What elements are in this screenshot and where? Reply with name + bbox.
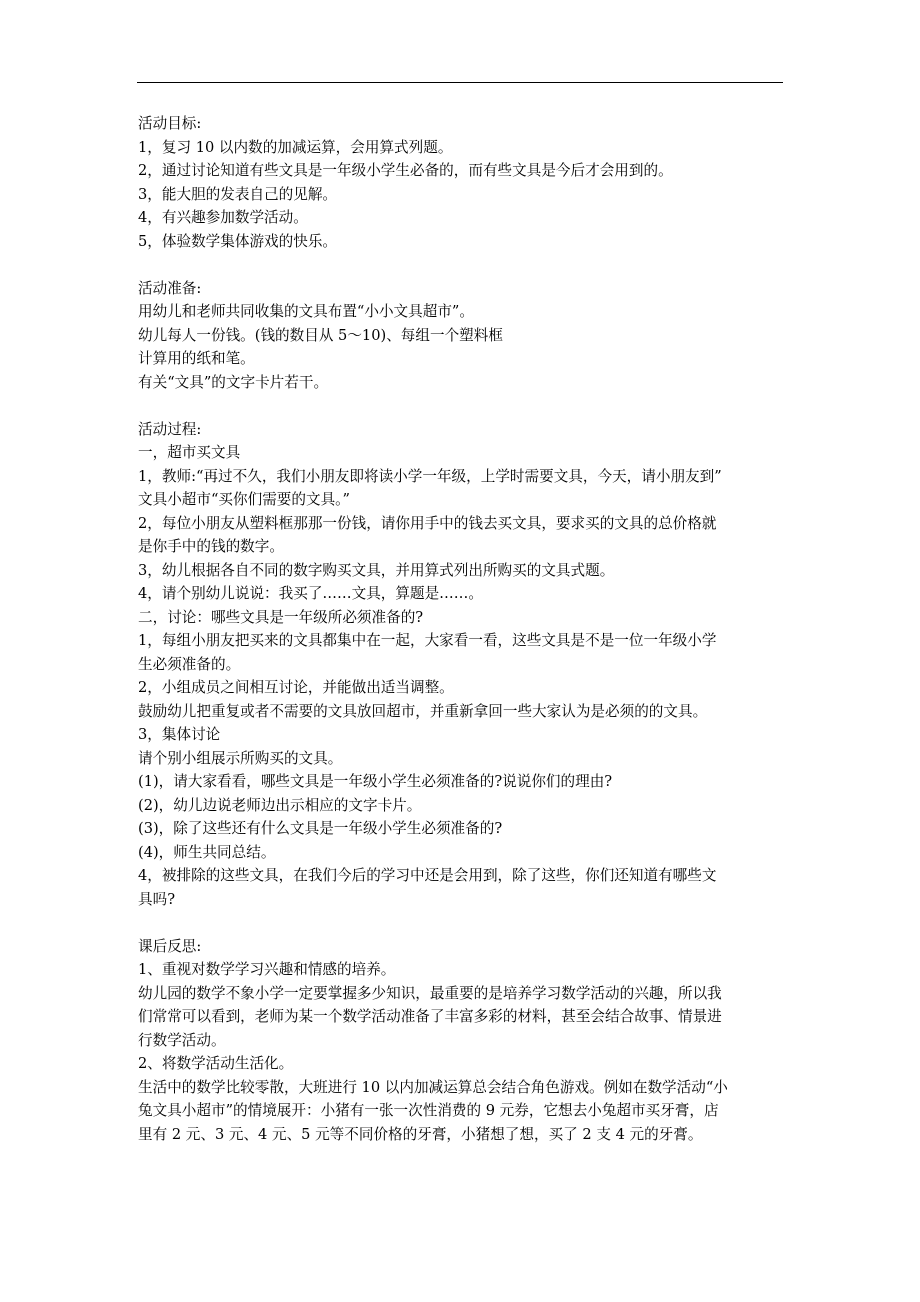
process-heading: 活动过程: — [138, 420, 202, 438]
process-line: 具吗? — [138, 890, 176, 908]
process-line: (3)，除了这些还有什么文具是一年级小学生必须准备的? — [138, 820, 503, 837]
process-line: 3，集体讨论 — [138, 726, 221, 743]
process-line: 鼓励幼儿把重复或者不需要的文具放回超市，并重新拿回一些大家认为是必须的的文具。 — [138, 702, 708, 720]
reflection-line: 里有 2 元、3 元、4 元、5 元等不同价格的牙膏，小猪想了想，买了 2 支 4 元的牙膏。 — [138, 1125, 703, 1143]
reflection-line: 1、重视对数学学习兴趣和情感的培养。 — [138, 961, 396, 978]
process-line: 生必须准备的。 — [138, 655, 241, 673]
process-line: (2)，幼儿边说老师边出示相应的文字卡片。 — [138, 796, 422, 814]
section-gap — [138, 911, 788, 935]
objective-item: 5，体验数学集体游戏的快乐。 — [138, 232, 338, 250]
process-line: 请个别小组展示所购买的文具。 — [138, 749, 343, 767]
process-line: 是你手中的钱的数字。 — [138, 538, 284, 555]
objective-item: 3，能大胆的发表自己的见解。 — [138, 185, 338, 203]
objectives-section — [138, 112, 788, 253]
preparation-heading: 活动准备: — [138, 279, 202, 297]
process-line: 4，被排除的这些文具，在我们今后的学习中还是会用到，除了这些，你们还知道有哪些文 — [138, 867, 717, 884]
objectives-heading: 活动目标: — [138, 115, 202, 132]
header-rule — [137, 82, 783, 83]
reflection-section — [138, 935, 788, 1147]
section-gap — [138, 253, 788, 277]
reflection-heading: 课后反思: — [138, 937, 202, 955]
reflection-line: 们常常可以看到，老师为某一个数学活动准备了丰富多彩的材料，甚至会结合故事、情景进 — [138, 1008, 722, 1025]
process-line: 3，幼儿根据各自不同的数字购买文具，并用算式列出所购买的文具式题。 — [138, 561, 615, 579]
section-gap — [138, 394, 788, 418]
reflection-line: 2、将数学活动生活化。 — [138, 1055, 294, 1072]
preparation-item: 计算用的纸和笔。 — [138, 350, 255, 367]
process-line: 1，每组小朋友把买来的文具都集中在一起，大家看一看，这些文具是不是一位一年级小学 — [138, 632, 717, 649]
reflection-line: 兔文具小超市”的情境展开：小猪有一张一次性消费的 9 元券，它想去小兔超市买牙膏，店 — [138, 1102, 719, 1119]
process-line: 二，讨论：哪些文具是一年级所必须准备的? — [138, 608, 424, 626]
process-line: 2，每位小朋友从塑料框那那一份钱，请你用手中的钱去买文具，要求买的文具的总价格就 — [138, 514, 717, 532]
preparation-item: 用幼儿和老师共同收集的文具布置“小小文具超市”。 — [138, 303, 474, 320]
process-line: 4，请个别幼儿说说：我买了……文具，算题是……。 — [138, 585, 483, 602]
process-line: (4)，师生共同总结。 — [138, 843, 276, 861]
objective-item: 2，通过讨论知道有些文具是一年级小学生必备的，而有些文具是今后才会用到的。 — [138, 162, 673, 179]
objective-item: 1，复习 10 以内数的加减运算，会用算式列题。 — [138, 138, 453, 156]
document-body — [138, 112, 788, 1146]
preparation-section — [138, 277, 788, 395]
preparation-item: 幼儿每人一份钱。(钱的数目从 5～10)、每组一个塑料框 — [138, 326, 503, 344]
process-section — [138, 418, 788, 912]
reflection-line: 行数学活动。 — [138, 1031, 226, 1049]
process-line: 文具小超市“买你们需要的文具。” — [138, 491, 350, 508]
reflection-line: 幼儿园的数学不象小学一定要掌握多少知识，最重要的是培养学习数学活动的兴趣，所以我 — [138, 984, 722, 1002]
objective-item: 4，有兴趣参加数学活动。 — [138, 209, 308, 226]
process-line: 1，教师:“再过不久，我们小朋友即将读小学一年级，上学时需要文具，今天，请小朋友到” — [138, 467, 722, 485]
process-line: (1)，请大家看看，哪些文具是一年级小学生必须准备的?说说你们的理由? — [138, 773, 613, 790]
process-line: 2，小组成员之间相互讨论，并能做出适当调整。 — [138, 679, 454, 696]
reflection-line: 生活中的数学比较零散，大班进行 10 以内加减运算总会结合角色游戏。例如在数学活动“小 — [138, 1078, 728, 1096]
preparation-item: 有关“文具”的文字卡片若干。 — [138, 373, 329, 391]
process-line: 一，超市买文具 — [138, 444, 241, 461]
